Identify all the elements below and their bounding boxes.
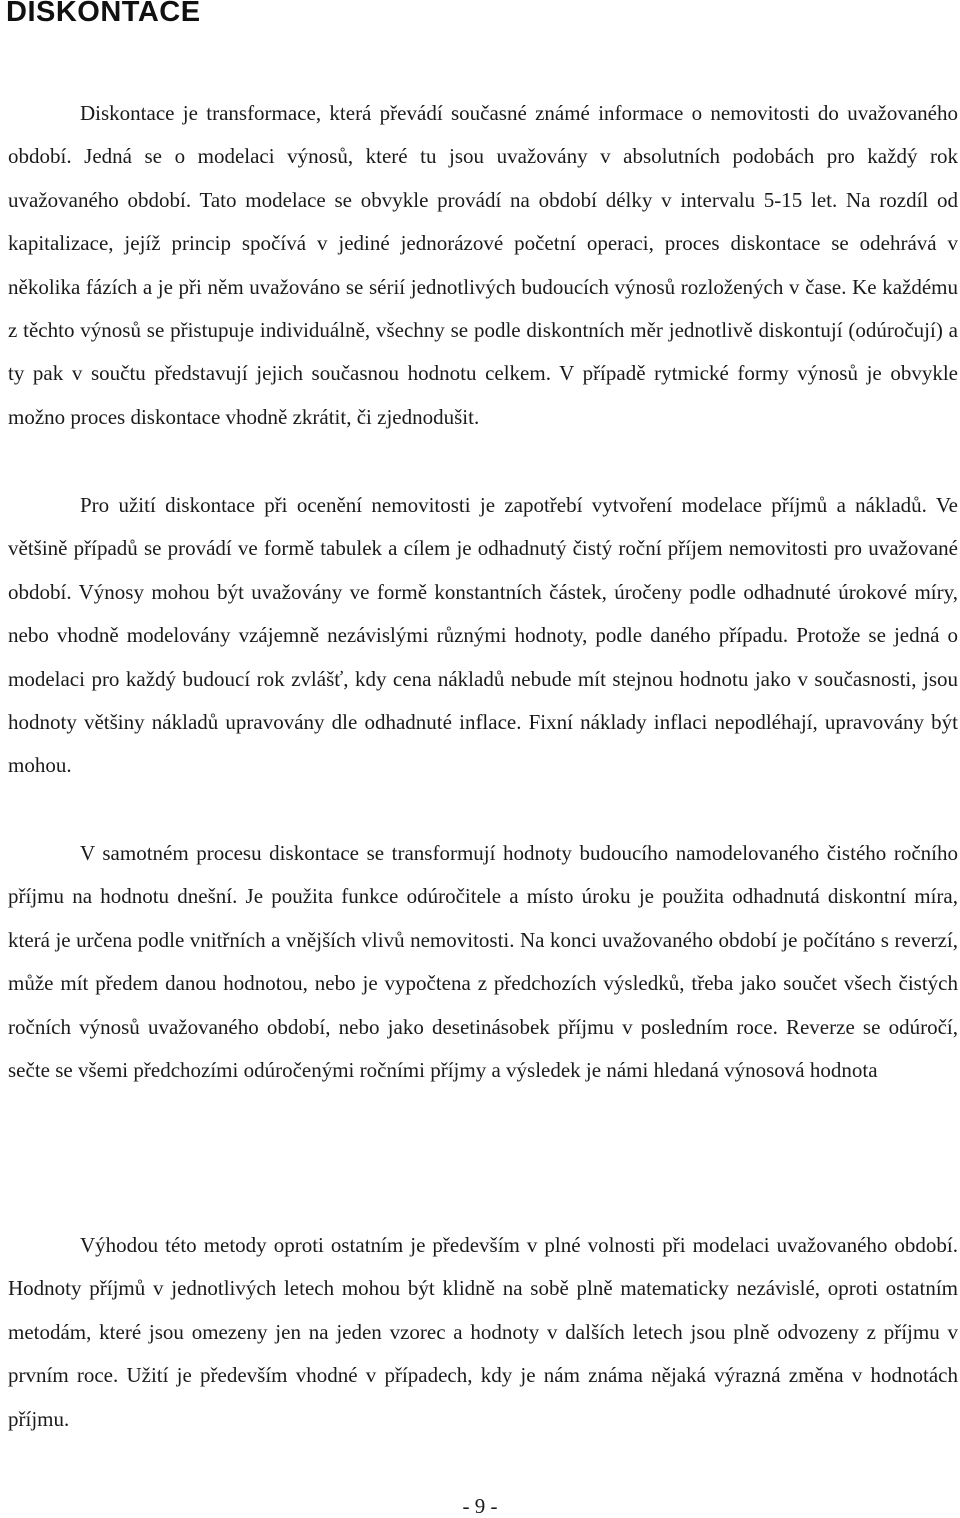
paragraph-discount-process: V samotném procesu diskontace se transformují hodnoty budoucího namodelovaného čistého ročního příjmu na hodnotu dnešní. Je použita funkce odúročitele a místo úroku je použita odhadnutá diskontní míra, která je určena podle vnitřních a vnějších vlivů nemovitosti. Na konci uvažovaného období je počítáno s reverzí, může mít předem danou hodnotou, nebo je vypočtena z předchozích výsledků, třeba jako součet všech čistých ročních výnosů uvažovaného období, nebo jako desetinásobek příjmu v posledním roce. Reverze se odúročí, sečte se všemi předchozími odúročenými ročními příjmy a výsledek je námi hledaná výnosová hodnota bbox=[8, 841, 958, 1083]
section-heading: DISKONTACE bbox=[6, 0, 201, 28]
page-number: - 9 - bbox=[462, 1494, 498, 1518]
paragraph-definition: Diskontace je transformace, která převádí současné známé informace o nemovitosti do uvažovaného období. Jedná se o modelaci výnosů, které tu jsou uvažovány v absolutních podobách pro každý rok uvažovaného období. Tato modelace se obvykle provádí na období délky v intervalu 5-15 let. Na rozdíl od kapitalizace, jejíž princip spočívá v jediné jednorázové početní operaci, proces diskontace se odehrává v několika fázích a je při něm uvažováno se sérií jednotlivých budoucích výnosů rozložených v čase. Ke každému z těchto výnosů se přistupuje individuálně, všechny se podle diskontních měr jednotlivě diskontují (odúročují) a ty pak v součtu představují jejich současnou hodnotu celkem. V případě rytmické formy výnosů je obvykle možno proces diskontace vhodně zkrátit, či zjednodušit. bbox=[8, 101, 958, 429]
paragraph-income-modelling: Pro užití diskontace při ocenění nemovitosti je zapotřebí vytvoření modelace příjmů a nákladů. Ve většině případů se provádí ve formě tabulek a cílem je odhadnutý čistý roční příjem nemovitosti pro uvažované období. Výnosy mohou být uvažovány ve formě konstantních částek, úročeny podle odhadnuté úrokové míry, nebo vhodně modelovány vzájemně nezávislými různými hodnoty, podle daného případu. Protože se jedná o modelaci pro každý budoucí rok zvlášť, kdy cena nákladů nebude mít stejnou hodnotu jako v současnosti, jsou hodnoty většiny nákladů upravovány dle odhadnuté inflace. Fixní náklady inflaci nepodléhají, upravovány být mohou. bbox=[8, 493, 958, 778]
paragraph-advantages: Výhodou této metody oproti ostatním je především v plné volnosti při modelaci uvažovaného období. Hodnoty příjmů v jednotlivých letech mohou být klidně na sobě plně matematicky nezávislé, oproti ostatním metodám, které jsou omezeny jen na jeden vzorec a hodnoty v dalších letech jsou plně odvozeny z příjmu v prvním roce. Užití je především vhodné v případech, kdy je nám známa nějaká výrazná změna v hodnotách příjmu. bbox=[8, 1233, 958, 1431]
